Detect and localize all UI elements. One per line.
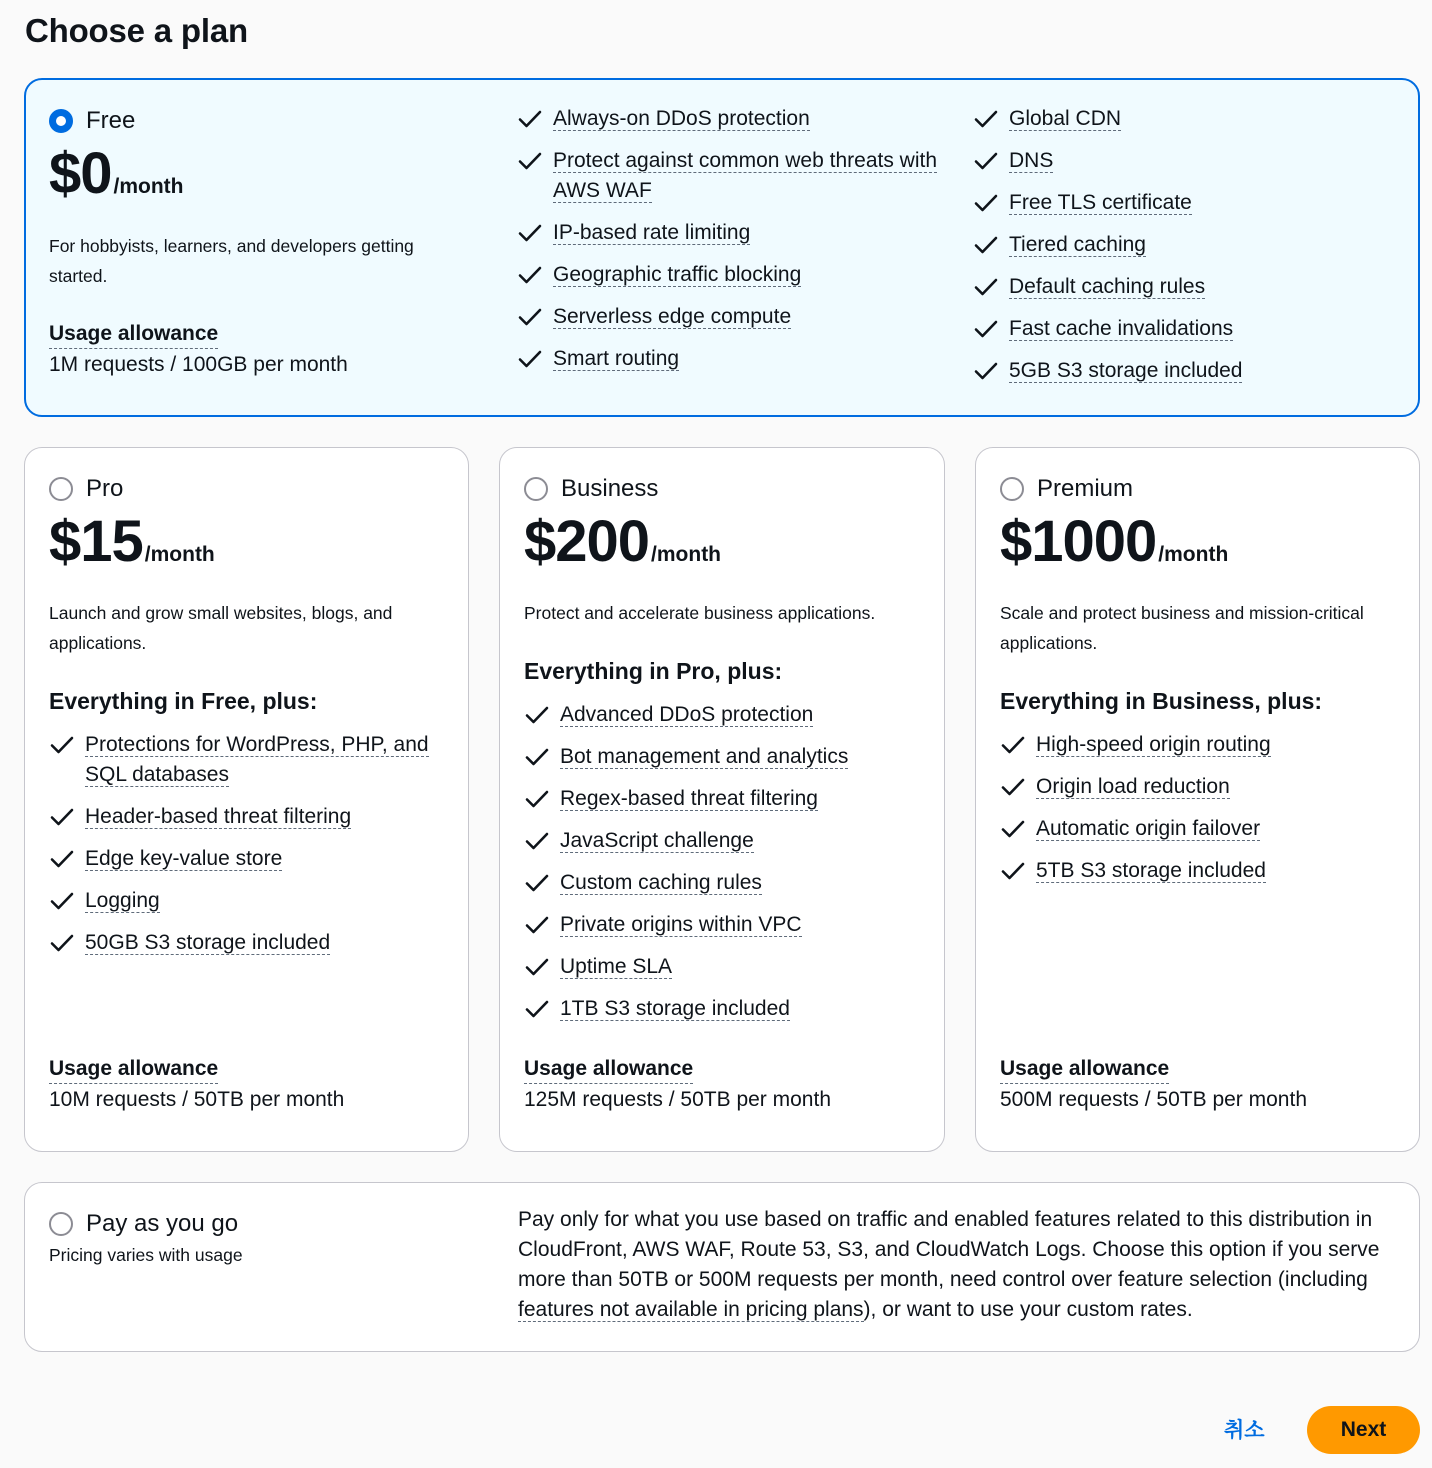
- radio-icon[interactable]: [49, 109, 73, 133]
- feature-label[interactable]: Geographic traffic blocking: [553, 263, 802, 286]
- feature-item: [973, 188, 1393, 218]
- check-icon: [517, 260, 543, 290]
- feature-label[interactable]: Header-based threat filtering: [85, 805, 352, 828]
- feature-label[interactable]: Logging: [85, 889, 160, 912]
- feature-item: [49, 802, 449, 832]
- payg-text-after: ), or want to use your custom rates.: [863, 1298, 1193, 1321]
- usage-allowance-value: 1M requests / 100GB per month: [49, 353, 348, 376]
- feature-list: [524, 700, 924, 1036]
- feature-label[interactable]: Protections for WordPress, PHP, and SQL databases: [85, 733, 429, 786]
- price-period: /month: [113, 175, 184, 198]
- feature-label[interactable]: Tiered caching: [1009, 233, 1146, 256]
- feature-label[interactable]: Serverless edge compute: [553, 305, 792, 328]
- payg-description: [518, 1205, 1398, 1325]
- feature-item: [524, 910, 924, 940]
- feature-item: [524, 826, 924, 856]
- check-icon: [517, 344, 543, 374]
- feature-label[interactable]: High-speed origin routing: [1036, 733, 1271, 756]
- price-period: /month: [144, 543, 215, 566]
- plan-name: Business: [561, 475, 659, 502]
- feature-item: [973, 272, 1393, 302]
- feature-label[interactable]: Default caching rules: [1009, 275, 1206, 298]
- feature-list: [973, 104, 1393, 398]
- check-icon: [973, 188, 999, 218]
- check-icon: [524, 826, 550, 856]
- feature-item: [1000, 856, 1400, 886]
- price-period: /month: [1158, 543, 1229, 566]
- usage-allowance-label[interactable]: Usage allowance: [49, 320, 218, 349]
- feature-item: [517, 260, 937, 290]
- check-icon: [524, 784, 550, 814]
- feature-label[interactable]: Always-on DDoS protection: [553, 107, 810, 130]
- plan-name: Premium: [1037, 475, 1134, 502]
- feature-label[interactable]: 5TB S3 storage included: [1036, 859, 1266, 882]
- usage-allowance-value: 10M requests / 50TB per month: [49, 1088, 345, 1111]
- feature-item: [517, 104, 937, 134]
- features-heading: Everything in Business, plus:: [1000, 688, 1323, 714]
- check-icon: [517, 146, 543, 176]
- usage-allowance-label[interactable]: Usage allowance: [1000, 1055, 1169, 1084]
- plan-description: Scale and protect business and mission-critical applications.: [1000, 603, 1364, 653]
- check-icon: [49, 886, 75, 916]
- plan-description: Protect and accelerate business applications.: [524, 603, 876, 623]
- feature-item: [517, 302, 937, 332]
- feature-item: [49, 928, 449, 958]
- check-icon: [524, 994, 550, 1024]
- features-heading: Everything in Free, plus:: [49, 688, 318, 714]
- feature-item: [517, 344, 937, 374]
- check-icon: [524, 742, 550, 772]
- radio-row-payg[interactable]: [49, 1210, 238, 1238]
- check-icon: [973, 314, 999, 344]
- feature-item: [973, 356, 1393, 386]
- check-icon: [973, 272, 999, 302]
- feature-list: [517, 104, 937, 386]
- radio-row-business[interactable]: [524, 475, 658, 503]
- feature-item: [973, 104, 1393, 134]
- feature-item: [524, 742, 924, 772]
- feature-label[interactable]: Edge key-value store: [85, 847, 283, 870]
- feature-label[interactable]: DNS: [1009, 149, 1054, 172]
- radio-icon[interactable]: [524, 477, 548, 501]
- features-not-available-link[interactable]: features not available in pricing plans: [518, 1298, 864, 1321]
- payg-text-before: Pay only for what you use based on traffic and enabled features related to this distribution in CloudFront, AWS WAF, Route 53, S3, and CloudWatch Logs. Choose this option if you serve more than 50TB or 500M requests per month, need control over feature selection (including: [518, 1208, 1380, 1291]
- check-icon: [49, 928, 75, 958]
- check-icon: [524, 910, 550, 940]
- feature-label[interactable]: Smart routing: [553, 347, 680, 370]
- plan-card-free[interactable]: [24, 78, 1420, 417]
- plan-name: Pro: [86, 475, 124, 502]
- feature-label[interactable]: IP-based rate limiting: [553, 221, 751, 244]
- radio-icon[interactable]: [49, 1212, 73, 1236]
- feature-item: [517, 146, 937, 206]
- plan-price: [49, 508, 215, 575]
- feature-item: [973, 146, 1393, 176]
- feature-item: [524, 994, 924, 1024]
- feature-item: [524, 784, 924, 814]
- feature-item: [524, 952, 924, 982]
- radio-icon[interactable]: [49, 477, 73, 501]
- plan-card-payg[interactable]: [24, 1182, 1420, 1352]
- feature-item: [49, 886, 449, 916]
- check-icon: [973, 230, 999, 260]
- usage-allowance-value: 500M requests / 50TB per month: [1000, 1088, 1307, 1111]
- feature-item: [49, 730, 449, 790]
- plan-subtitle: Pricing varies with usage: [49, 1245, 243, 1265]
- check-icon: [1000, 814, 1026, 844]
- feature-label[interactable]: Protect against common web threats with AWS WAF: [553, 149, 938, 202]
- feature-label[interactable]: Bot management and analytics: [560, 745, 849, 768]
- feature-label[interactable]: Private origins within VPC: [560, 913, 802, 936]
- usage-allowance-label[interactable]: Usage allowance: [524, 1055, 693, 1084]
- usage-allowance-label[interactable]: Usage allowance: [49, 1055, 218, 1084]
- plan-price: [49, 140, 184, 207]
- check-icon: [524, 952, 550, 982]
- feature-list: [49, 730, 449, 970]
- plan-name: Pay as you go: [86, 1210, 239, 1237]
- plan-price: [524, 508, 721, 575]
- radio-icon[interactable]: [1000, 477, 1024, 501]
- feature-label[interactable]: Advanced DDoS protection: [560, 703, 814, 726]
- plan-name: Free: [86, 107, 136, 134]
- check-icon: [1000, 856, 1026, 886]
- feature-item: [517, 218, 937, 248]
- feature-list: [1000, 730, 1400, 898]
- check-icon: [973, 356, 999, 386]
- radio-row-pro[interactable]: [49, 475, 123, 503]
- feature-label[interactable]: Global CDN: [1009, 107, 1122, 130]
- radio-row-free[interactable]: [49, 107, 135, 135]
- feature-item: [1000, 772, 1400, 802]
- check-icon: [524, 868, 550, 898]
- feature-item: [49, 844, 449, 874]
- price-amount: $15: [49, 509, 143, 574]
- plan-card-premium[interactable]: [975, 447, 1420, 1152]
- feature-item: [524, 700, 924, 730]
- feature-item: [973, 230, 1393, 260]
- usage-allowance-value: 125M requests / 50TB per month: [524, 1088, 831, 1111]
- check-icon: [517, 302, 543, 332]
- feature-label[interactable]: 5GB S3 storage included: [1009, 359, 1243, 382]
- check-icon: [49, 802, 75, 832]
- check-icon: [49, 730, 75, 760]
- check-icon: [524, 700, 550, 730]
- feature-label[interactable]: Custom caching rules: [560, 871, 762, 894]
- feature-label[interactable]: JavaScript challenge: [560, 829, 754, 852]
- check-icon: [973, 104, 999, 134]
- feature-item: [1000, 814, 1400, 844]
- check-icon: [517, 218, 543, 248]
- feature-label[interactable]: Regex-based threat filtering: [560, 787, 818, 810]
- feature-item: [973, 314, 1393, 344]
- feature-label[interactable]: Fast cache invalidations: [1009, 317, 1234, 340]
- radio-row-premium[interactable]: [1000, 475, 1133, 503]
- check-icon: [49, 844, 75, 874]
- page-title: Choose a plan: [25, 12, 248, 49]
- plan-card-pro[interactable]: [24, 447, 469, 1152]
- price-period: /month: [651, 543, 722, 566]
- feature-label[interactable]: Origin load reduction: [1036, 775, 1230, 798]
- price-amount: $1000: [1000, 509, 1157, 574]
- plan-card-business[interactable]: [499, 447, 945, 1152]
- feature-label[interactable]: Automatic origin failover: [1036, 817, 1261, 840]
- feature-label[interactable]: 50GB S3 storage included: [85, 931, 331, 954]
- plan-description: Launch and grow small websites, blogs, and applications.: [49, 603, 393, 653]
- price-amount: $200: [524, 509, 650, 574]
- feature-label[interactable]: Uptime SLA: [560, 955, 673, 978]
- plan-price: [1000, 508, 1228, 575]
- cancel-link[interactable]: 취소: [1224, 1419, 1265, 1442]
- plan-description: For hobbyists, learners, and developers getting started.: [49, 236, 414, 286]
- feature-label[interactable]: 1TB S3 storage included: [560, 997, 790, 1020]
- price-amount: $0: [49, 141, 112, 206]
- check-icon: [973, 146, 999, 176]
- feature-item: [524, 868, 924, 898]
- check-icon: [1000, 730, 1026, 760]
- feature-item: [1000, 730, 1400, 760]
- feature-label[interactable]: Free TLS certificate: [1009, 191, 1192, 214]
- check-icon: [517, 104, 543, 134]
- features-heading: Everything in Pro, plus:: [524, 658, 783, 684]
- check-icon: [1000, 772, 1026, 802]
- next-button[interactable]: Next: [1307, 1406, 1420, 1454]
